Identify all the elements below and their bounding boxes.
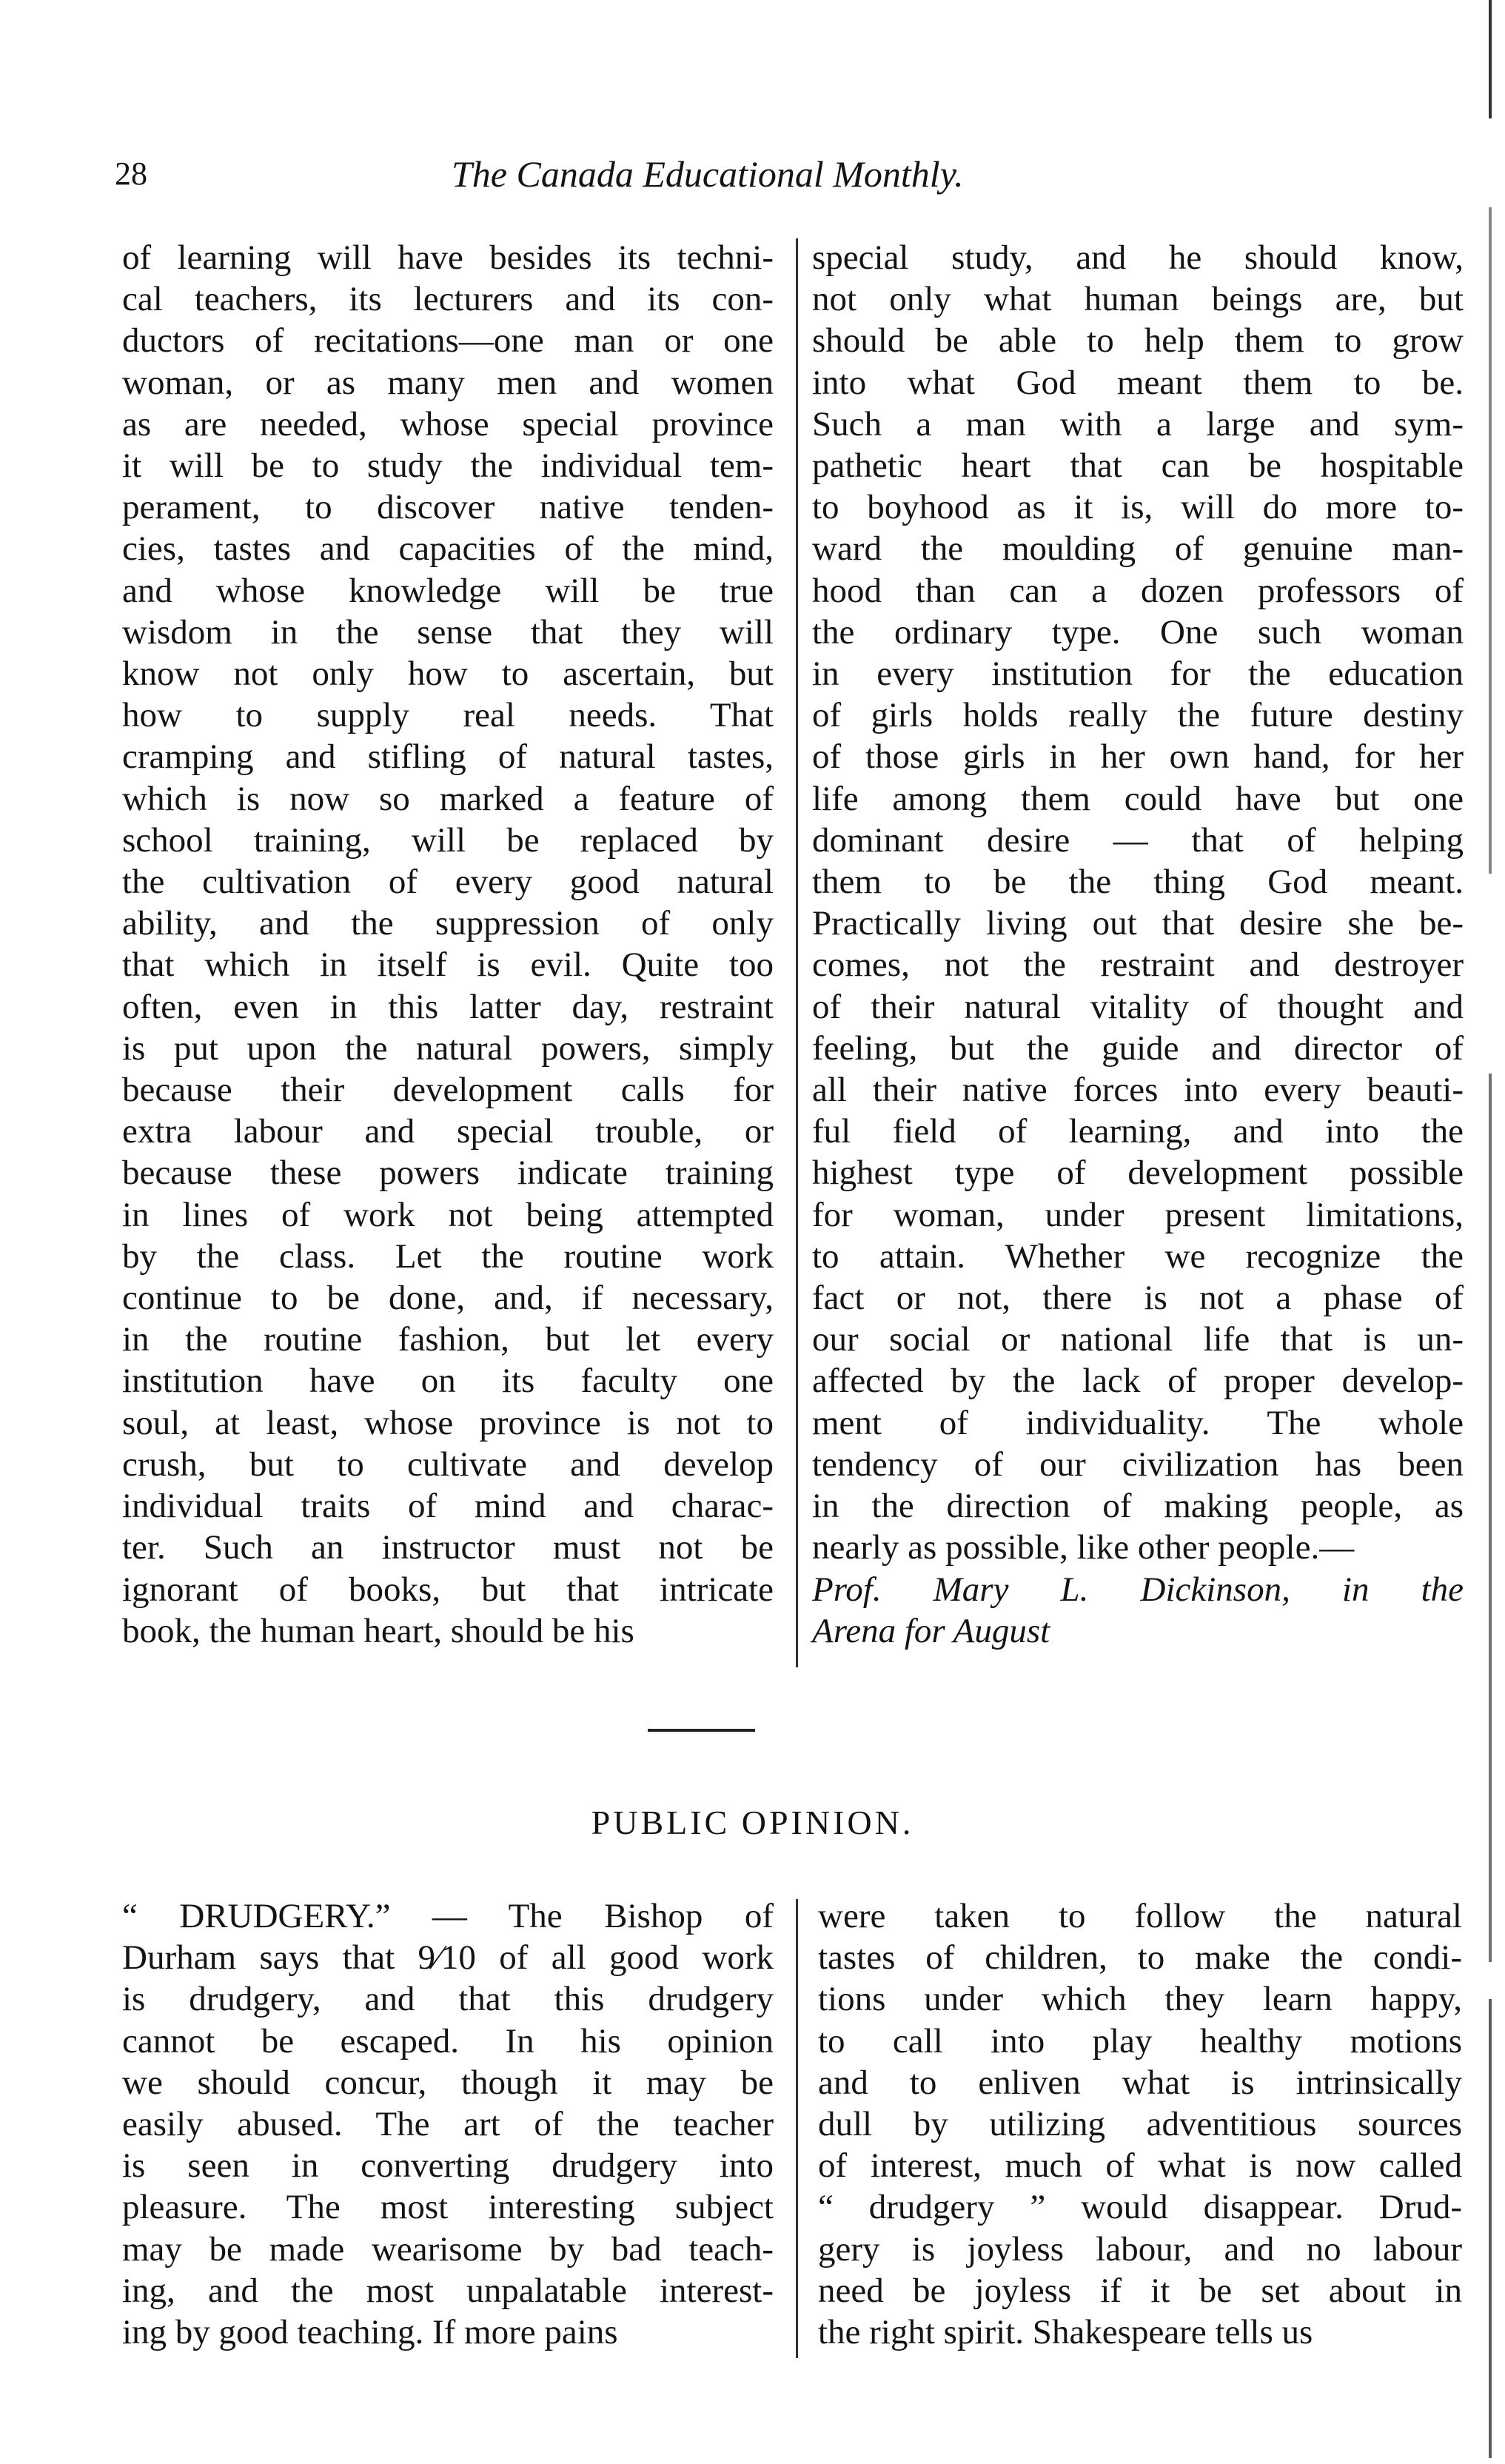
text-line: as are needed, whose special province [122,404,774,443]
text-line: feeling, but the guide and director of [812,1028,1464,1068]
text-line: often, even in this latter day, restraint [122,987,774,1026]
page-number: 28 [115,155,147,192]
text-line: of their natural vitality of thought and [812,987,1464,1026]
attribution [812,1569,1464,1652]
text-line: our social or national life that is un- [812,1320,1464,1359]
column-divider-top [796,238,798,1667]
text-line: special study, and he should know, [812,238,1464,277]
text-line: nearly as possible, like other people.— [812,1528,1355,1567]
text-line: into what God meant them to be. [812,363,1464,402]
text-line: and whose knowledge will be true [122,571,774,610]
text-line: them to be the thing God meant. [812,863,1464,902]
text-line: ductors of recitations—one man or one [122,321,774,361]
text-line: “ DRUDGERY.” — The Bishop of [122,1897,774,1935]
text-line: to boyhood as it is, will do more to- [812,488,1464,527]
text-line: cannot be escaped. In his opinion [122,2021,774,2060]
text-line: in lines of work not being attempted [122,1195,774,1234]
text-line: cies, tastes and capacities of the mind, [122,529,774,569]
text-line: in every institution for the education [812,654,1464,694]
text-line: institution have on its faculty one [122,1362,774,1401]
text-line: tastes of children, to make the condi- [818,1938,1462,1978]
text-line: ing by good teaching. If more pains [122,2313,618,2352]
text-line: cramping and stifling of natural tastes, [122,737,774,777]
text-line: affected by the lack of proper develop- [812,1362,1464,1401]
right-column-top [812,237,1464,1652]
scan-edge-mark [1489,0,1492,118]
text-line: Arena for August [812,1611,1050,1650]
text-line: school training, will be replaced by [122,820,774,860]
text-line: ter. Such an instructor must not be [122,1528,774,1567]
text-line: of those girls in her own hand, for her [812,737,1464,777]
text-line: it will be to study the individual tem- [122,446,774,486]
text-line: know not only how to ascertain, but [122,654,774,694]
text-line: because their development calls for [122,1071,774,1110]
text-line: continue to be done, and, if necessary, [122,1279,774,1318]
text-line: in the direction of making people, as [812,1487,1464,1526]
text-line: wisdom in the sense that they will [122,612,774,652]
text-line: dull by utilizing adventitious sources [818,2105,1462,2144]
text-line: ment of individuality. The whole [812,1403,1464,1442]
text-line: is put upon the natural powers, simply [122,1028,774,1068]
column-divider-bottom [796,1899,798,2358]
text-line: cal teachers, its lecturers and its con- [122,280,774,319]
section-rule [648,1729,755,1732]
text-line: dominant desire — that of helping [812,820,1464,860]
text-line: of learning will have besides its techni- [122,238,774,277]
scan-edge-mark [1489,1074,1492,1962]
text-line: crush, but to cultivate and develop [122,1444,774,1484]
text-line: ing, and the most unpalatable interest- [122,2271,774,2310]
text-line: ability, and the suppression of only [122,904,774,943]
text-line: easily abused. The art of the teacher [122,2105,774,2144]
left-column-bottom [122,1895,774,2353]
text-line: how to supply real needs. That [122,696,774,735]
text-line: extra labour and special trouble, or [122,1112,774,1151]
text-line: tendency of our civilization has been [812,1444,1464,1484]
text-line: were taken to follow the natural [818,1897,1462,1935]
text-line: hood than can a dozen professors of [812,571,1464,610]
text-line: we should concur, though it may be [122,2063,774,2102]
text-line: ward the moulding of genuine man- [812,529,1464,569]
text-line: may be made wearisome by bad teach- [122,2229,774,2269]
text-line: individual traits of mind and charac- [122,1487,774,1526]
text-line: to call into play healthy motions [818,2021,1462,2060]
text-line: pathetic heart that can be hospitable [812,446,1464,486]
text-line: all their native forces into every beauti- [812,1071,1464,1110]
scan-edge-mark [1489,207,1492,874]
text-line: pleasure. The most interesting subject [122,2188,774,2227]
right-column-bottom [818,1895,1462,2353]
text-line: that which in itself is evil. Quite too [122,945,774,985]
text-line: should be able to help them to grow [812,321,1464,361]
text-line: woman, or as many men and women [122,363,774,402]
text-line: “ drudgery ” would disappear. Drud- [818,2188,1462,2227]
text-line: and to enliven what is intrinsically [818,2063,1462,2102]
text-line: the cultivation of every good natural [122,863,774,902]
text-line: the ordinary type. One such woman [812,612,1464,652]
right-column-top-body [812,237,1464,1569]
running-title: The Canada Educational Monthly. [452,153,964,195]
text-line: by the class. Let the routine work [122,1236,774,1276]
text-line: is seen in converting drudgery into [122,2146,774,2186]
section-heading: PUBLIC OPINION. [591,1804,914,1841]
text-line: comes, not the restraint and destroyer [812,945,1464,985]
text-line: book, the human heart, should be his [122,1611,634,1650]
text-line: perament, to discover native tenden- [122,488,774,527]
text-line: is drudgery, and that this drudgery [122,1980,774,2019]
text-line: Such a man with a large and sym- [812,404,1464,443]
text-line: tions under which they learn happy, [818,1980,1462,2019]
text-line: because these powers indicate training [122,1154,774,1193]
text-line: not only what human beings are, but [812,280,1464,319]
text-line: in the routine fashion, but let every [122,1320,774,1359]
left-column-top [122,237,774,1652]
page-header [115,148,1150,200]
text-line: which is now so marked a feature of [122,779,774,818]
text-line: Practically living out that desire she be- [812,904,1464,943]
text-line: ful field of learning, and into the [812,1112,1464,1151]
text-line: soul, at least, whose province is not to [122,1403,774,1442]
text-line: Prof. Mary L. Dickinson, in the [812,1570,1464,1609]
text-line: life among them could have but one [812,779,1464,818]
text-line: need be joyless if it be set about in [818,2271,1462,2310]
text-line: of girls holds really the future destiny [812,696,1464,735]
text-line: for woman, under present limitations, [812,1195,1464,1234]
text-line: Durham says that 9⁄10 of all good work [122,1938,774,1978]
scan-edge-mark [1489,1999,1492,2458]
text-line: gery is joyless labour, and no labour [818,2229,1462,2269]
text-line: of interest, much of what is now called [818,2146,1462,2186]
text-line: fact or not, there is not a phase of [812,1279,1464,1318]
text-line: the right spirit. Shakespeare tells us [818,2313,1313,2352]
text-line: highest type of development possible [812,1154,1464,1193]
text-line: ignorant of books, but that intricate [122,1570,774,1609]
text-line: to attain. Whether we recognize the [812,1236,1464,1276]
